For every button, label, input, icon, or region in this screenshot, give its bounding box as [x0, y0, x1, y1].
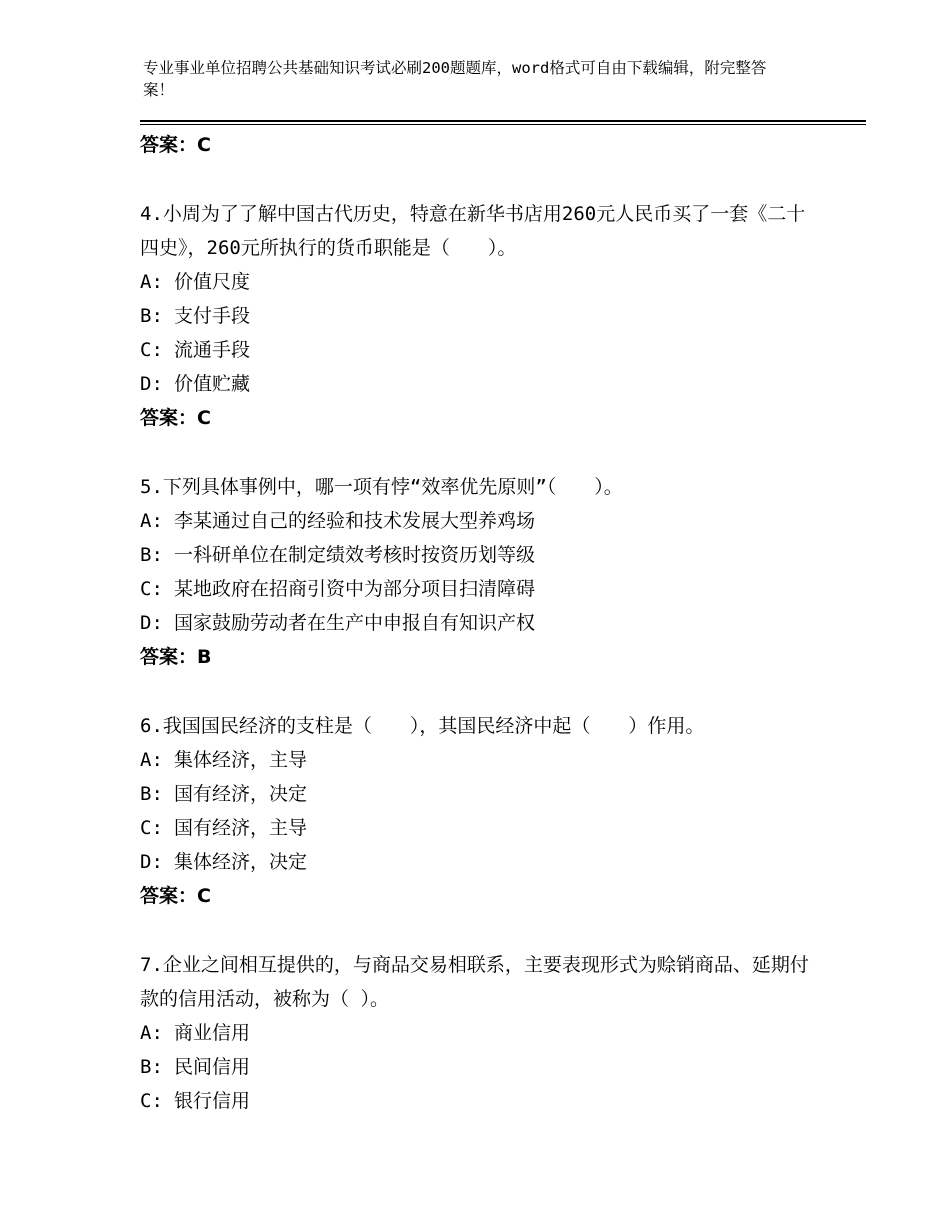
answer: 答案：B — [140, 646, 212, 668]
option-a — [140, 504, 820, 538]
option-text: 某地政府在招商引资中为部分项目扫清障碍 — [174, 578, 536, 600]
option-text: 国家鼓励劳动者在生产中申报自有知识产权 — [174, 612, 536, 634]
option-a — [140, 743, 820, 777]
option-key: B: — [140, 544, 163, 566]
option-text: 价值尺度 — [174, 271, 251, 293]
question-text: 4.小周为了了解中国古代历史，特意在新华书店用260元人民币买了一套《二十四史》，260元所执行的货币职能是（ ）。 — [140, 203, 806, 259]
question-text: 6.我国国民经济的支柱是（ ），其国民经济中起（ ）作用。 — [140, 715, 705, 737]
option-b — [140, 538, 820, 572]
answer-prev: 答案：C — [140, 134, 211, 156]
option-text: 集体经济，决定 — [174, 851, 308, 873]
option-text: 国有经济，主导 — [174, 817, 308, 839]
page-header: 专业事业单位招聘公共基础知识考试必刷200题题库，word格式可自由下载编辑，附完整答案！ — [143, 59, 767, 99]
option-d — [140, 606, 820, 640]
option-key: C: — [140, 817, 163, 839]
option-text: 流通手段 — [174, 339, 251, 361]
option-text: 价值贮藏 — [174, 373, 251, 395]
option-text: 商业信用 — [174, 1022, 251, 1044]
option-text: 李某通过自己的经验和技术发展大型养鸡场 — [174, 510, 536, 532]
option-key: A: — [140, 1022, 163, 1044]
option-c — [140, 811, 820, 845]
option-key: A: — [140, 510, 163, 532]
option-key: D: — [140, 851, 163, 873]
option-key: C: — [140, 339, 163, 361]
option-b — [140, 777, 820, 811]
document-body — [140, 128, 820, 1118]
answer: 答案：C — [140, 407, 211, 429]
option-text: 银行信用 — [174, 1090, 251, 1112]
header-rule — [140, 120, 866, 125]
question-7 — [140, 948, 820, 1118]
option-key: B: — [140, 783, 163, 805]
option-key: C: — [140, 1090, 163, 1112]
option-text: 一科研单位在制定绩效考核时按资历划等级 — [174, 544, 536, 566]
option-key: B: — [140, 305, 163, 327]
question-text: 7.企业之间相互提供的，与商品交易相联系，主要表现形式为赊销商品、延期付款的信用活动，被称为（ ）。 — [140, 954, 809, 1010]
option-b — [140, 1050, 820, 1084]
answer: 答案：C — [140, 885, 211, 907]
option-c — [140, 572, 820, 606]
question-6 — [140, 709, 820, 913]
spacer — [140, 913, 820, 948]
option-key: A: — [140, 271, 163, 293]
option-key: A: — [140, 749, 163, 771]
option-text: 支付手段 — [174, 305, 251, 327]
question-5 — [140, 470, 820, 674]
option-text: 集体经济，主导 — [174, 749, 308, 771]
option-c — [140, 333, 820, 367]
option-text: 民间信用 — [174, 1056, 251, 1078]
question-4 — [140, 197, 820, 435]
spacer — [140, 674, 820, 709]
option-b — [140, 299, 820, 333]
question-text: 5.下列具体事例中，哪一项有悖“效率优先原则”（ ）。 — [140, 476, 623, 498]
option-c — [140, 1084, 820, 1118]
option-a — [140, 265, 820, 299]
option-key: C: — [140, 578, 163, 600]
option-a — [140, 1016, 820, 1050]
option-key: D: — [140, 612, 163, 634]
option-d — [140, 845, 820, 879]
option-text: 国有经济，决定 — [174, 783, 308, 805]
option-key: D: — [140, 373, 163, 395]
option-key: B: — [140, 1056, 163, 1078]
option-d — [140, 367, 820, 401]
spacer — [140, 435, 820, 470]
spacer — [140, 162, 820, 197]
